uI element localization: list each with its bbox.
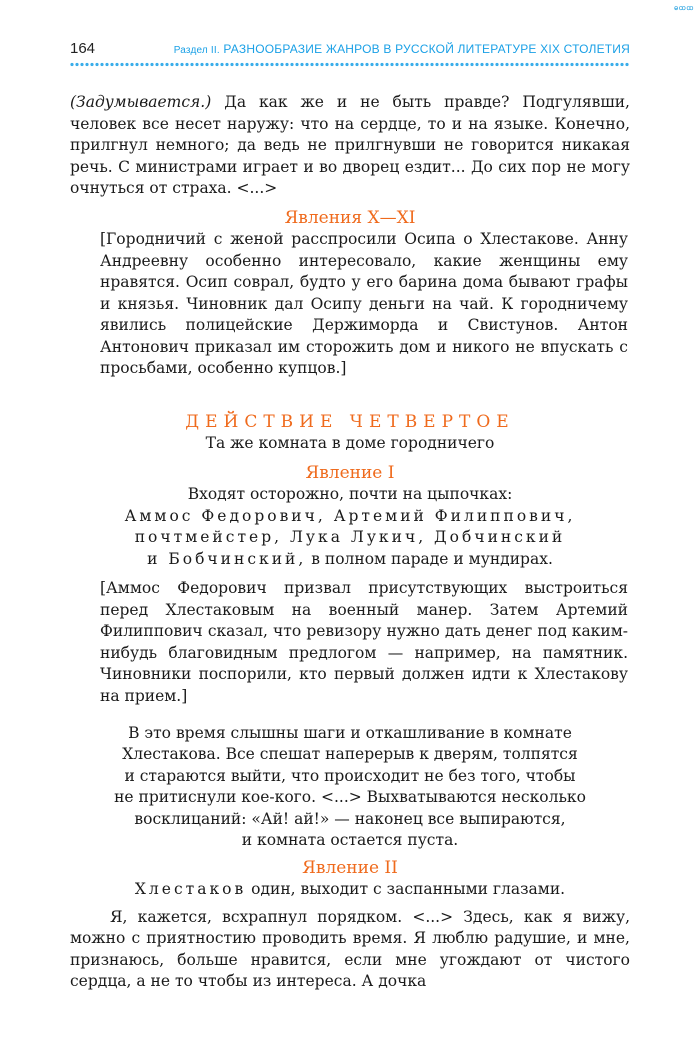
stage-line: восклицаний: «Ай! ай!» — наконец все выпираются, [134,809,566,828]
corner-mark: ⱺꝏꝏ [673,5,694,12]
page-number: 164 [70,40,96,57]
entrance-text: один, выходит с заспанными глазами. [246,880,566,898]
stage-direction-block [70,723,630,852]
entrance-names: почтмейстер, Лука Лукич, Добчинский [134,528,566,546]
opening-text: Да как же и не быть правде? Подгулявши, человек все несет наружу: что на сердце, то и на языке. Конечно, прилгнул немного; да ведь не прилгнувши не говорится никакая речь. С министрами играет и во дворец ездит... До сих пор не могу очнуться от страха. <...> [70,93,630,197]
act-setting: Та же комната в доме городничего [205,434,495,452]
stage-line: и стараются выйти, что происходит не без того, чтобы [124,766,576,785]
running-title [174,42,630,56]
stage-direction: (Задумывается.) [70,93,212,111]
page-header [70,40,630,60]
scene-summary-1: [Аммос Федорович призвал присутствующих выстроиться перед Хлестаковым на военный манер. Затем Артемий Филиппович сказал, что ревизору нужно дать денег под каким-нибудь благовидным предлогом — например, на памятник. Чиновники поспорили, кто первый должен идти к Хлестакову на прием.] [100,579,628,705]
stage-line: не притиснули кое-кого. <...> Выхватываются несколько [114,788,586,806]
entrance-line: Входят осторожно, почти на цыпочках: [187,485,513,503]
section-prefix: Раздел II. [173,45,220,56]
scene-summary-10-11: [Городничий с женой расспросили Осипа о Хлестакове. Анну Андреевну особенно интересовало, какие женщины ему нравятся. Осип соврал, будто у его барина дома бывают графы и князья. Чиновник дал Осипу деньги на чай. К городничему явились полицейские Держиморда и Свистунов. Антон Антонович приказал им сторожить дом и никого не впускать с просьбами, особенно купцов.] [100,230,628,377]
scene-heading-2: Явление II [302,857,398,878]
opening-paragraph [70,92,630,200]
stage-line: и комната остается пуста. [241,831,459,849]
scene-heading-10-11: Явления X—XI [284,207,416,228]
stage-line: Хлестакова. Все спешат наперерыв к дверям, толпятся [122,745,578,763]
decorative-divider [70,62,630,67]
entrance-names: Хлестаков [134,880,247,898]
scene-heading-1: Явление I [305,462,395,483]
entrance-text: в полном параде и мундирах. [306,549,553,568]
page-content [70,88,630,993]
stage-line: В это время слышны шаги и откашливание в комнате [128,723,572,742]
entrance-line [70,879,630,901]
act-heading: ДЕЙСТВИЕ ЧЕТВЕРТОЕ [185,411,515,432]
entrance-names: и Бобчинский, [147,549,307,568]
monologue-paragraph: Я, кажется, всхрапнул порядком. <...> Здесь, как я вижу, можно с приятностию проводить время. Я люблю радушие, и мне, признаюсь, больше нравится, если мне угождают от чистого сердца, а не то чтобы из интереса. А дочка [70,907,630,990]
section-title: РАЗНООБРАЗИЕ ЖАНРОВ В РУССКОЙ ЛИТЕРАТУРЕ XIX СТОЛЕТИЯ [223,42,630,56]
entrance-names: Аммос Федорович, Артемий Филиппович, [124,506,576,525]
entrance-line [70,549,630,571]
